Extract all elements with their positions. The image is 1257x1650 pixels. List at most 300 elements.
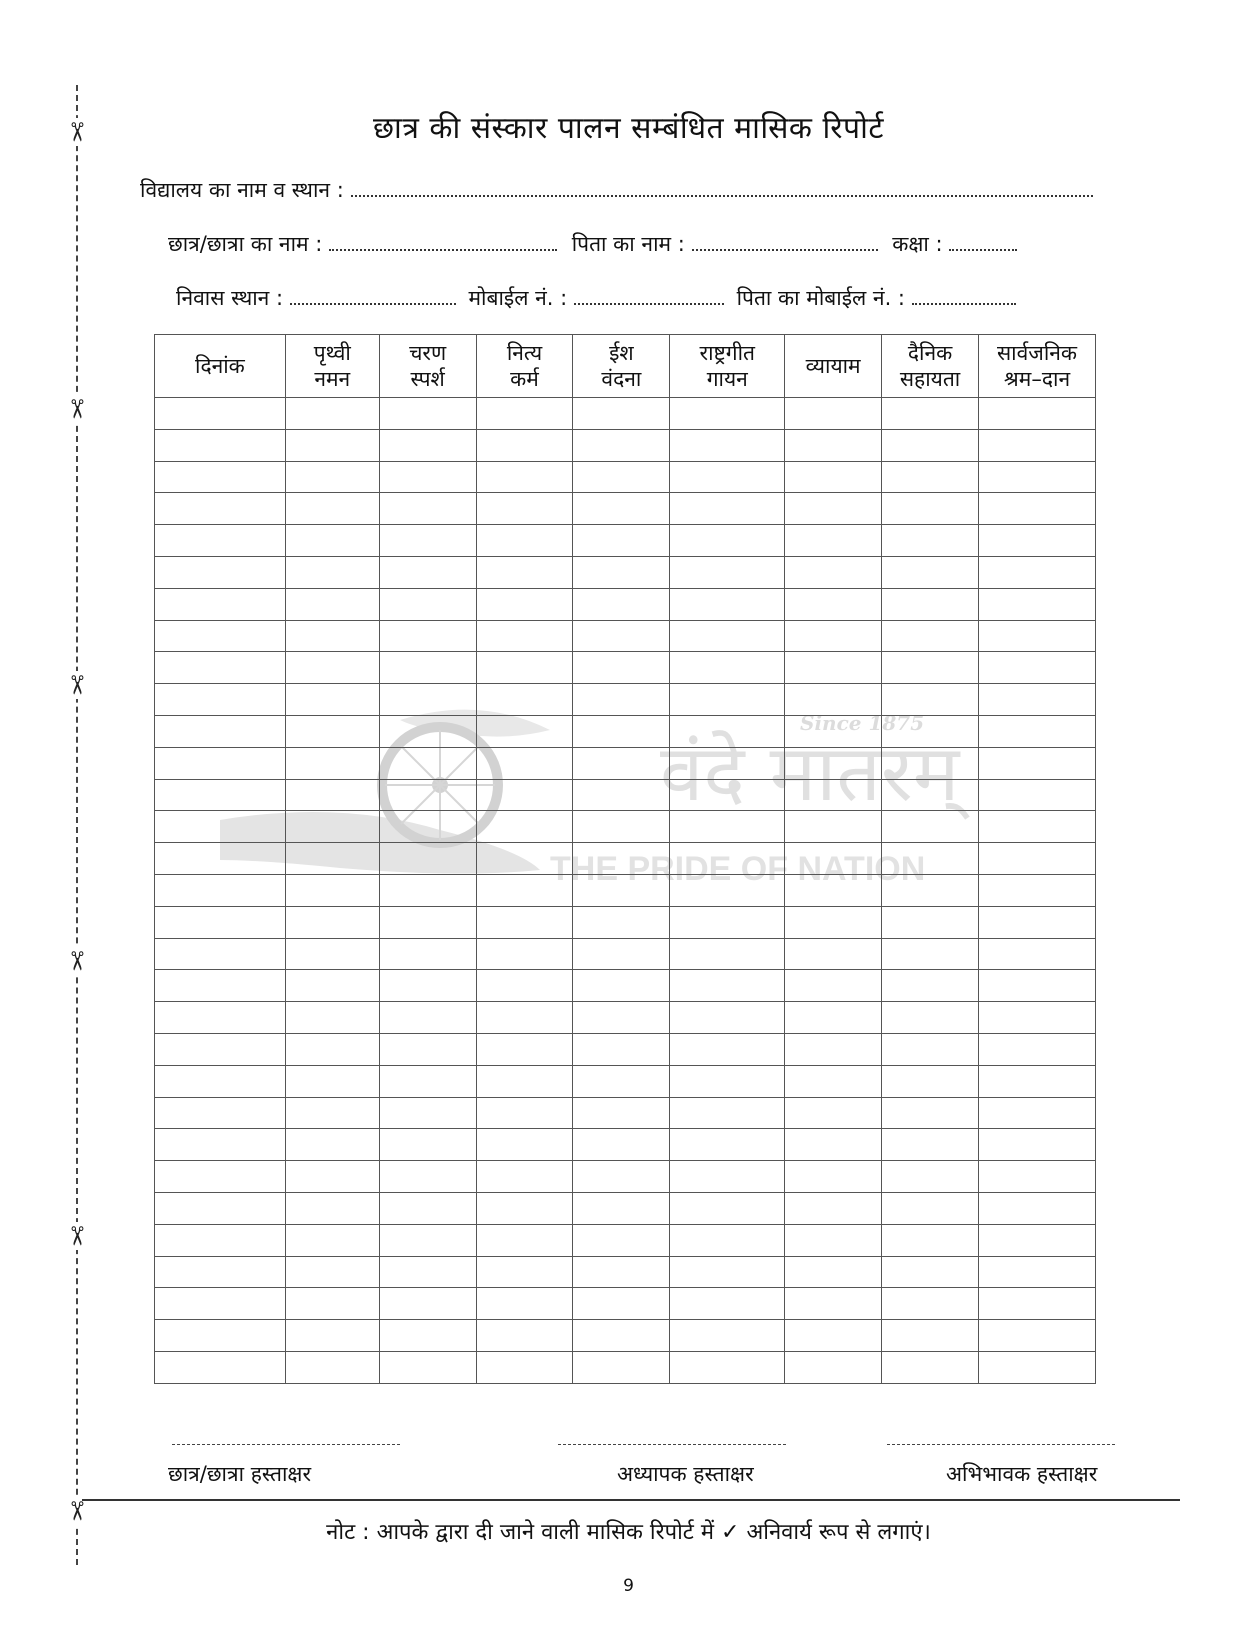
table-cell[interactable]	[155, 874, 286, 906]
table-cell[interactable]	[285, 747, 379, 779]
table-cell[interactable]	[379, 1288, 476, 1320]
table-cell[interactable]	[785, 715, 882, 747]
table-cell[interactable]	[379, 1161, 476, 1193]
table-cell[interactable]	[979, 1129, 1096, 1161]
table-cell[interactable]	[285, 779, 379, 811]
table-cell[interactable]	[882, 747, 979, 779]
table-cell[interactable]	[573, 652, 670, 684]
table-cell[interactable]	[979, 843, 1096, 875]
table-cell[interactable]	[573, 1161, 670, 1193]
table-cell[interactable]	[670, 429, 785, 461]
residence-blank[interactable]	[290, 289, 456, 305]
table-cell[interactable]	[573, 1320, 670, 1352]
table-cell[interactable]	[670, 1224, 785, 1256]
table-cell[interactable]	[155, 779, 286, 811]
table-cell[interactable]	[573, 1288, 670, 1320]
table-cell[interactable]	[476, 398, 573, 430]
table-cell[interactable]	[285, 1256, 379, 1288]
table-cell[interactable]	[476, 1351, 573, 1383]
table-cell[interactable]	[476, 1033, 573, 1065]
table-cell[interactable]	[573, 525, 670, 557]
table-cell[interactable]	[573, 1002, 670, 1034]
table-cell[interactable]	[379, 747, 476, 779]
table-cell[interactable]	[155, 588, 286, 620]
table-cell[interactable]	[785, 556, 882, 588]
page-number: 9	[623, 1576, 634, 1596]
table-cell[interactable]	[979, 493, 1096, 525]
table-cell[interactable]	[379, 620, 476, 652]
table-cell[interactable]	[155, 1288, 286, 1320]
table-cell[interactable]	[476, 811, 573, 843]
table-cell[interactable]	[285, 1351, 379, 1383]
table-cell[interactable]	[670, 970, 785, 1002]
table-cell[interactable]	[285, 874, 379, 906]
table-cell[interactable]	[573, 1192, 670, 1224]
table-cell[interactable]	[476, 970, 573, 1002]
watermark-logo-text: वंदे मातरम्	[660, 729, 960, 819]
table-cell[interactable]	[979, 556, 1096, 588]
table-cell[interactable]	[476, 1129, 573, 1161]
table-cell[interactable]	[670, 1129, 785, 1161]
table-cell[interactable]	[285, 461, 379, 493]
table-cell[interactable]	[573, 620, 670, 652]
table-cell[interactable]	[882, 1065, 979, 1097]
table-cell[interactable]	[979, 906, 1096, 938]
table-cell[interactable]	[573, 1065, 670, 1097]
father-name-label: पिता का नाम :	[571, 232, 685, 256]
table-cell[interactable]	[476, 525, 573, 557]
table-cell[interactable]	[379, 1065, 476, 1097]
table-cell[interactable]	[476, 1224, 573, 1256]
table-cell[interactable]	[785, 461, 882, 493]
table-cell[interactable]	[785, 843, 882, 875]
table-cell[interactable]	[785, 1033, 882, 1065]
table-cell[interactable]	[155, 1224, 286, 1256]
table-cell[interactable]	[155, 1161, 286, 1193]
guardian-signature-line[interactable]	[887, 1444, 1115, 1445]
table-cell[interactable]	[785, 684, 882, 716]
table-cell[interactable]	[785, 1161, 882, 1193]
table-cell[interactable]	[379, 525, 476, 557]
table-cell[interactable]	[670, 906, 785, 938]
table-cell[interactable]	[285, 1192, 379, 1224]
table-cell[interactable]	[155, 1129, 286, 1161]
table-cell[interactable]	[670, 747, 785, 779]
table-cell[interactable]	[155, 715, 286, 747]
table-cell[interactable]	[476, 429, 573, 461]
table-cell[interactable]	[785, 1224, 882, 1256]
table-cell[interactable]	[573, 1097, 670, 1129]
table-cell[interactable]	[979, 1288, 1096, 1320]
table-cell[interactable]	[979, 588, 1096, 620]
table-cell[interactable]	[670, 874, 785, 906]
table-cell[interactable]	[155, 1033, 286, 1065]
table-cell[interactable]	[379, 588, 476, 620]
table-cell[interactable]	[785, 874, 882, 906]
table-cell[interactable]	[285, 715, 379, 747]
table-cell[interactable]	[285, 811, 379, 843]
table-cell[interactable]	[670, 493, 785, 525]
table-cell[interactable]	[573, 811, 670, 843]
table-cell[interactable]	[379, 1351, 476, 1383]
report-table-body	[155, 398, 1096, 1384]
table-cell[interactable]	[882, 970, 979, 1002]
table-cell[interactable]	[882, 588, 979, 620]
table-cell[interactable]	[155, 970, 286, 1002]
table-cell[interactable]	[670, 588, 785, 620]
table-cell[interactable]	[285, 620, 379, 652]
table-cell[interactable]	[476, 461, 573, 493]
table-cell[interactable]	[476, 843, 573, 875]
table-cell[interactable]	[285, 1002, 379, 1034]
table-cell[interactable]	[979, 1161, 1096, 1193]
table-cell[interactable]	[979, 811, 1096, 843]
table-cell[interactable]	[785, 1288, 882, 1320]
table-cell[interactable]	[285, 1033, 379, 1065]
table-cell[interactable]	[882, 525, 979, 557]
table-cell[interactable]	[379, 398, 476, 430]
table-cell[interactable]	[155, 1192, 286, 1224]
table-cell[interactable]	[785, 747, 882, 779]
table-cell[interactable]	[379, 1192, 476, 1224]
table-cell[interactable]	[155, 1256, 286, 1288]
teacher-signature-line[interactable]	[558, 1444, 786, 1445]
student-name-blank[interactable]	[329, 235, 557, 251]
table-cell[interactable]	[785, 938, 882, 970]
table-cell[interactable]	[882, 684, 979, 716]
table-cell[interactable]	[670, 811, 785, 843]
table-cell[interactable]	[155, 1065, 286, 1097]
table-cell[interactable]	[670, 652, 785, 684]
table-cell[interactable]	[882, 779, 979, 811]
table-cell[interactable]	[785, 652, 882, 684]
table-cell[interactable]	[785, 525, 882, 557]
table-cell[interactable]	[785, 811, 882, 843]
table-cell[interactable]	[670, 843, 785, 875]
table-cell[interactable]	[379, 1097, 476, 1129]
table-cell[interactable]	[155, 1351, 286, 1383]
table-cell[interactable]	[573, 493, 670, 525]
table-cell[interactable]	[573, 1224, 670, 1256]
table-cell[interactable]	[573, 1256, 670, 1288]
school-blank[interactable]	[351, 181, 1093, 197]
table-row	[155, 461, 1096, 493]
table-cell[interactable]	[476, 556, 573, 588]
table-cell[interactable]	[476, 779, 573, 811]
table-cell[interactable]	[476, 1320, 573, 1352]
table-cell[interactable]	[573, 906, 670, 938]
table-cell[interactable]	[785, 429, 882, 461]
table-cell[interactable]	[476, 1256, 573, 1288]
table-cell[interactable]	[979, 652, 1096, 684]
table-cell[interactable]	[573, 429, 670, 461]
table-cell[interactable]	[670, 938, 785, 970]
table-cell[interactable]	[573, 398, 670, 430]
table-cell[interactable]	[882, 429, 979, 461]
table-cell[interactable]	[476, 747, 573, 779]
guardian-signature-label: अभिभावक हस्ताक्षर	[946, 1462, 1098, 1486]
table-cell[interactable]	[379, 461, 476, 493]
table-cell[interactable]	[285, 493, 379, 525]
table-cell[interactable]	[379, 779, 476, 811]
table-cell[interactable]	[979, 461, 1096, 493]
table-cell[interactable]	[785, 779, 882, 811]
table-cell[interactable]	[573, 461, 670, 493]
table-cell[interactable]	[670, 461, 785, 493]
table-cell[interactable]	[785, 1256, 882, 1288]
table-cell[interactable]	[155, 1002, 286, 1034]
table-cell[interactable]	[785, 1002, 882, 1034]
class-blank[interactable]	[949, 235, 1017, 251]
table-cell[interactable]	[285, 1161, 379, 1193]
table-cell[interactable]	[285, 525, 379, 557]
table-cell[interactable]	[379, 811, 476, 843]
father-mobile-blank[interactable]	[912, 289, 1016, 305]
table-cell[interactable]	[379, 652, 476, 684]
table-cell[interactable]	[155, 525, 286, 557]
table-cell[interactable]	[285, 684, 379, 716]
table-cell[interactable]	[476, 1288, 573, 1320]
table-cell[interactable]	[285, 1320, 379, 1352]
table-cell[interactable]	[979, 938, 1096, 970]
table-cell[interactable]	[670, 1288, 785, 1320]
table-cell[interactable]	[285, 1065, 379, 1097]
table-cell[interactable]	[573, 843, 670, 875]
table-cell[interactable]	[476, 493, 573, 525]
table-cell[interactable]	[379, 556, 476, 588]
table-cell[interactable]	[379, 970, 476, 1002]
table-cell[interactable]	[979, 1224, 1096, 1256]
table-cell[interactable]	[379, 906, 476, 938]
table-cell[interactable]	[785, 970, 882, 1002]
table-cell[interactable]	[882, 1033, 979, 1065]
table-cell[interactable]	[573, 715, 670, 747]
table-cell[interactable]	[670, 779, 785, 811]
table-cell[interactable]	[785, 906, 882, 938]
table-cell[interactable]	[979, 715, 1096, 747]
table-row	[155, 620, 1096, 652]
table-cell[interactable]	[979, 1033, 1096, 1065]
table-cell[interactable]	[155, 620, 286, 652]
table-cell[interactable]	[476, 1002, 573, 1034]
table-cell[interactable]	[979, 429, 1096, 461]
table-cell[interactable]	[155, 906, 286, 938]
table-cell[interactable]	[155, 556, 286, 588]
table-cell[interactable]	[785, 588, 882, 620]
table-cell[interactable]	[155, 652, 286, 684]
table-cell[interactable]	[882, 1192, 979, 1224]
student-signature-line[interactable]	[172, 1444, 400, 1445]
table-cell[interactable]	[155, 747, 286, 779]
table-cell[interactable]	[379, 1224, 476, 1256]
table-cell[interactable]	[285, 1129, 379, 1161]
table-cell[interactable]	[573, 779, 670, 811]
table-cell[interactable]	[379, 684, 476, 716]
table-cell[interactable]	[155, 493, 286, 525]
table-cell[interactable]	[670, 1002, 785, 1034]
table-cell[interactable]	[670, 1161, 785, 1193]
table-row	[155, 938, 1096, 970]
table-row	[155, 1161, 1096, 1193]
table-cell[interactable]	[476, 1192, 573, 1224]
table-cell[interactable]	[670, 525, 785, 557]
table-cell[interactable]	[785, 1192, 882, 1224]
table-cell[interactable]	[882, 715, 979, 747]
table-cell[interactable]	[155, 429, 286, 461]
table-cell[interactable]	[573, 1351, 670, 1383]
table-cell[interactable]	[285, 1288, 379, 1320]
table-cell[interactable]	[476, 715, 573, 747]
table-cell[interactable]	[979, 525, 1096, 557]
table-cell[interactable]	[785, 1065, 882, 1097]
table-cell[interactable]	[155, 1097, 286, 1129]
table-cell[interactable]	[285, 843, 379, 875]
table-cell[interactable]	[573, 747, 670, 779]
table-cell[interactable]	[882, 1288, 979, 1320]
table-cell[interactable]	[882, 843, 979, 875]
table-cell[interactable]	[979, 1002, 1096, 1034]
table-cell[interactable]	[979, 398, 1096, 430]
table-cell[interactable]	[155, 684, 286, 716]
table-cell[interactable]	[882, 1002, 979, 1034]
table-cell[interactable]	[882, 1224, 979, 1256]
table-cell[interactable]	[285, 1097, 379, 1129]
table-cell[interactable]	[670, 1097, 785, 1129]
table-cell[interactable]	[670, 1192, 785, 1224]
table-cell[interactable]	[379, 429, 476, 461]
table-cell[interactable]	[979, 620, 1096, 652]
table-cell[interactable]	[979, 747, 1096, 779]
table-cell[interactable]	[285, 652, 379, 684]
table-cell[interactable]	[476, 1097, 573, 1129]
table-cell[interactable]	[476, 684, 573, 716]
table-cell[interactable]	[155, 938, 286, 970]
table-cell[interactable]	[979, 970, 1096, 1002]
table-cell[interactable]	[379, 1256, 476, 1288]
table-cell[interactable]	[155, 461, 286, 493]
table-cell[interactable]	[670, 1351, 785, 1383]
table-cell[interactable]	[155, 398, 286, 430]
table-cell[interactable]	[979, 1065, 1096, 1097]
table-cell[interactable]	[285, 588, 379, 620]
table-cell[interactable]	[785, 1320, 882, 1352]
table-cell[interactable]	[573, 970, 670, 1002]
table-cell[interactable]	[882, 556, 979, 588]
table-cell[interactable]	[882, 811, 979, 843]
table-cell[interactable]	[670, 1065, 785, 1097]
table-cell[interactable]	[882, 461, 979, 493]
table-cell[interactable]	[476, 588, 573, 620]
table-cell[interactable]	[882, 1097, 979, 1129]
table-cell[interactable]	[785, 1097, 882, 1129]
table-cell[interactable]	[155, 811, 286, 843]
table-row	[155, 684, 1096, 716]
table-cell[interactable]	[785, 1129, 882, 1161]
table-cell[interactable]	[285, 1224, 379, 1256]
table-cell[interactable]	[670, 1320, 785, 1352]
table-cell[interactable]	[285, 906, 379, 938]
table-cell[interactable]	[979, 1351, 1096, 1383]
table-cell[interactable]	[573, 938, 670, 970]
table-cell[interactable]	[379, 1033, 476, 1065]
table-cell[interactable]	[670, 684, 785, 716]
table-cell[interactable]	[979, 684, 1096, 716]
table-cell[interactable]	[476, 1161, 573, 1193]
table-cell[interactable]	[882, 620, 979, 652]
table-cell[interactable]	[573, 874, 670, 906]
table-cell[interactable]	[785, 620, 882, 652]
table-cell[interactable]	[285, 398, 379, 430]
table-cell[interactable]	[670, 620, 785, 652]
table-cell[interactable]	[573, 1033, 670, 1065]
table-cell[interactable]	[379, 874, 476, 906]
table-cell[interactable]	[882, 493, 979, 525]
table-cell[interactable]	[155, 843, 286, 875]
table-cell[interactable]	[785, 398, 882, 430]
table-cell[interactable]	[785, 1351, 882, 1383]
table-cell[interactable]	[882, 1320, 979, 1352]
table-cell[interactable]	[476, 652, 573, 684]
table-cell[interactable]	[670, 398, 785, 430]
table-cell[interactable]	[379, 1129, 476, 1161]
table-cell[interactable]	[882, 1351, 979, 1383]
table-cell[interactable]	[882, 874, 979, 906]
table-cell[interactable]	[670, 715, 785, 747]
table-cell[interactable]	[573, 556, 670, 588]
table-cell[interactable]	[573, 588, 670, 620]
table-cell[interactable]	[979, 1097, 1096, 1129]
table-cell[interactable]	[379, 1002, 476, 1034]
table-cell[interactable]	[476, 620, 573, 652]
table-row	[155, 1288, 1096, 1320]
table-cell[interactable]	[882, 1256, 979, 1288]
table-cell[interactable]	[882, 398, 979, 430]
table-cell[interactable]	[285, 938, 379, 970]
table-cell[interactable]	[285, 429, 379, 461]
table-cell[interactable]	[476, 874, 573, 906]
father-name-blank[interactable]	[692, 235, 878, 251]
table-cell[interactable]	[979, 1320, 1096, 1352]
table-cell[interactable]	[882, 938, 979, 970]
table-cell[interactable]	[379, 1320, 476, 1352]
table-cell[interactable]	[670, 556, 785, 588]
table-cell[interactable]	[379, 938, 476, 970]
table-cell[interactable]	[573, 1129, 670, 1161]
table-cell[interactable]	[379, 493, 476, 525]
table-cell[interactable]	[979, 1192, 1096, 1224]
table-cell[interactable]	[882, 906, 979, 938]
table-cell[interactable]	[379, 715, 476, 747]
table-cell[interactable]	[476, 1065, 573, 1097]
table-cell[interactable]	[979, 779, 1096, 811]
table-cell[interactable]	[882, 1161, 979, 1193]
table-cell[interactable]	[379, 843, 476, 875]
table-cell[interactable]	[573, 684, 670, 716]
table-cell[interactable]	[670, 1033, 785, 1065]
table-cell[interactable]	[882, 1129, 979, 1161]
table-cell[interactable]	[476, 906, 573, 938]
mobile-blank[interactable]	[574, 289, 724, 305]
table-cell[interactable]	[882, 652, 979, 684]
table-cell[interactable]	[285, 970, 379, 1002]
table-cell[interactable]	[670, 1256, 785, 1288]
table-cell[interactable]	[476, 938, 573, 970]
table-cell[interactable]	[285, 556, 379, 588]
table-cell[interactable]	[979, 1256, 1096, 1288]
table-cell[interactable]	[979, 874, 1096, 906]
table-cell[interactable]	[155, 1320, 286, 1352]
table-cell[interactable]	[785, 493, 882, 525]
